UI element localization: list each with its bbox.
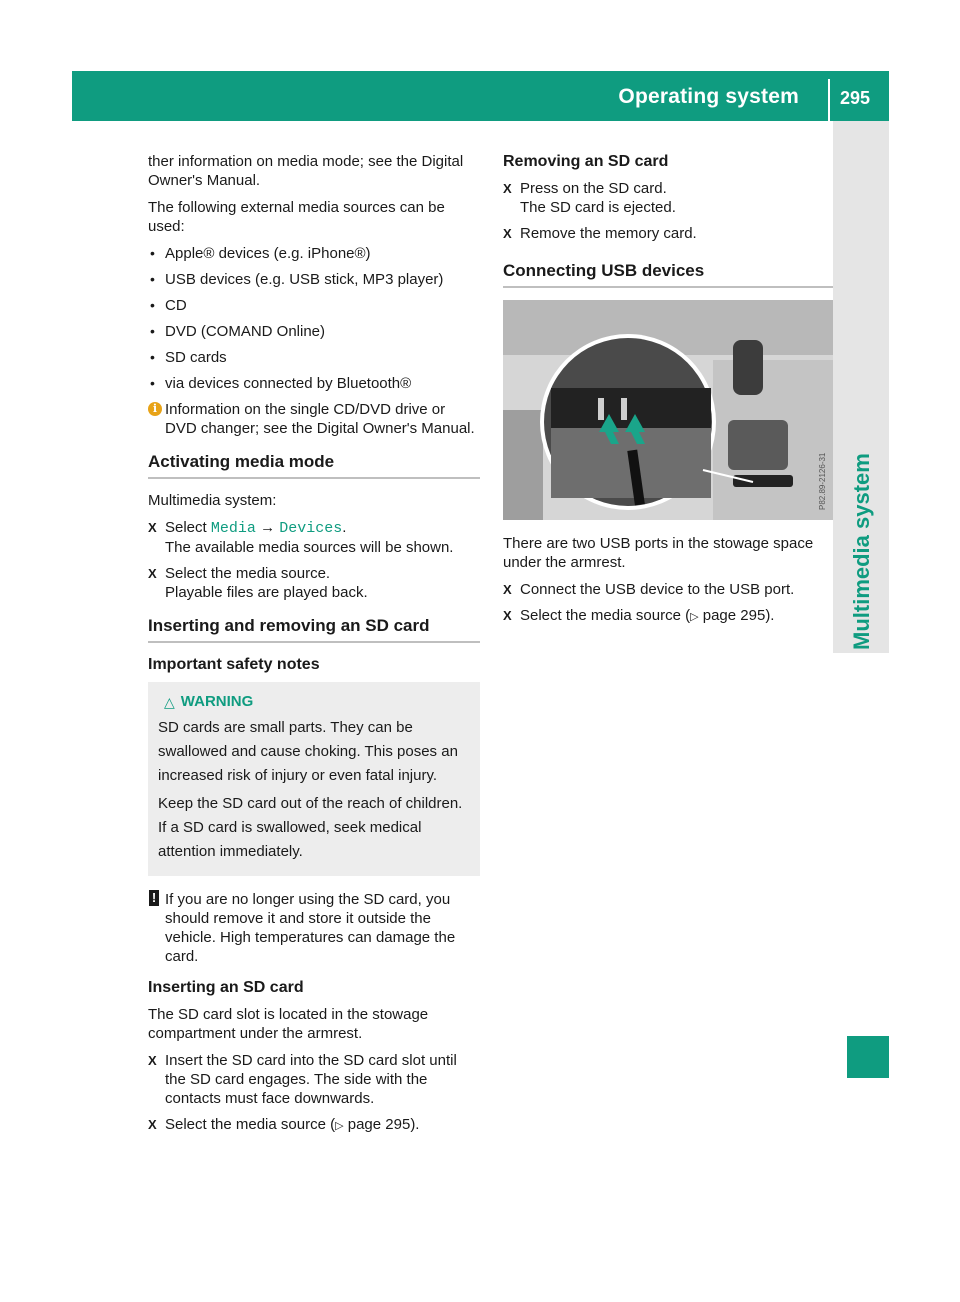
exclamation-icon: ! bbox=[149, 890, 159, 906]
step-connect-usb: X Connect the USB device to the USB port. bbox=[503, 580, 833, 599]
usb-text: There are two USB ports in the stowage space under the armrest. bbox=[503, 535, 814, 571]
step-text: Select the media source ( bbox=[165, 1116, 336, 1133]
header-separator bbox=[828, 79, 830, 121]
menu-media: Media bbox=[210, 520, 256, 537]
heading-activating-media-mode: Activating media mode bbox=[148, 452, 480, 479]
intro-text: ther information on media mode; see the Digital Owner's Manual. bbox=[148, 153, 464, 189]
source-item: • Apple® devices (e.g. iPhone®) bbox=[148, 244, 480, 263]
side-tab-label: Multimedia system bbox=[849, 453, 874, 650]
heading-inserting-sd: Inserting an SD card bbox=[148, 979, 304, 996]
caution-text: If you are no longer using the SD card, you should remove it and store it outside the vehicle. High temperatures can damage the card. bbox=[165, 891, 456, 965]
header-title: Operating system bbox=[618, 85, 799, 108]
step-result: The SD card is ejected. bbox=[520, 199, 676, 216]
heading-inserting-removing-sd: Inserting and removing an SD card bbox=[148, 616, 480, 643]
ref-close: ). bbox=[410, 1116, 420, 1133]
page-ref-link[interactable]: page 295 bbox=[702, 607, 766, 624]
warning-title: WARNING bbox=[180, 693, 254, 710]
page-number: 295 bbox=[840, 88, 871, 108]
warning-text: Keep the SD card out of the reach of children. If a SD card is swallowed, seek medical attention immediately. bbox=[158, 795, 463, 860]
source-item: • CD bbox=[148, 296, 480, 315]
page-ref-arrow-icon: ▷ bbox=[690, 611, 699, 623]
menu-devices: Devices bbox=[279, 520, 343, 537]
step-remove-card: X Remove the memory card. bbox=[503, 224, 833, 243]
step-press-card bbox=[503, 179, 833, 217]
step-select-source bbox=[148, 1115, 480, 1136]
info-note bbox=[148, 400, 480, 438]
multimedia-label: Multimedia system: bbox=[148, 492, 277, 509]
heading-connecting-usb: Connecting USB devices bbox=[503, 261, 833, 288]
inserting-text: The SD card slot is located in the stowage compartment under the armrest. bbox=[148, 1006, 429, 1042]
ref-close: ). bbox=[765, 607, 775, 624]
step-insert-card: X Insert the SD card into the SD card slot until the SD card engages. The side with the contacts must face downwards. bbox=[148, 1051, 480, 1108]
warning-header bbox=[158, 690, 470, 714]
page-ref-link[interactable]: page 295 bbox=[347, 1116, 411, 1133]
left-column bbox=[148, 152, 480, 1143]
source-item: • via devices connected by Bluetooth® bbox=[148, 374, 480, 393]
step-select-media-source bbox=[148, 564, 480, 602]
right-column bbox=[503, 152, 833, 634]
warning-box bbox=[148, 682, 480, 876]
source-item: • DVD (COMAND Online) bbox=[148, 322, 480, 341]
step-prefix: Select bbox=[165, 519, 207, 536]
usb-ports-photo bbox=[503, 300, 833, 520]
heading-safety-notes: Important safety notes bbox=[148, 656, 320, 673]
caution-note bbox=[148, 890, 480, 966]
warning-triangle-icon: △ bbox=[164, 694, 175, 710]
heading-removing-sd: Removing an SD card bbox=[503, 153, 669, 170]
page-header bbox=[72, 71, 889, 121]
arrow-icon: → bbox=[260, 519, 276, 536]
step-result: Playable files are played back. bbox=[165, 584, 368, 601]
info-text: Information on the single CD/DVD drive or DVD changer; see the Digital Owner's Manual. bbox=[165, 401, 475, 437]
step-select-source bbox=[503, 606, 833, 627]
step-text: Select the media source. bbox=[165, 565, 331, 582]
source-item: • USB devices (e.g. USB stick, MP3 player) bbox=[148, 270, 480, 289]
warning-text: SD cards are small parts. They can be swallowed and cause choking. This poses an increased risk of injury or even fatal injury. bbox=[158, 719, 458, 784]
step-result: The available media sources will be shown. bbox=[165, 539, 454, 556]
source-item: • SD cards bbox=[148, 348, 480, 367]
sources-intro: The following external media sources can be used: bbox=[148, 199, 445, 235]
photo-code: P82.89-2126-31 bbox=[818, 452, 827, 510]
info-icon: i bbox=[148, 402, 162, 416]
step-select-media-devices: X Select Media → Devices. The available media sources will be shown. bbox=[148, 518, 480, 557]
side-tab-marker bbox=[847, 1036, 889, 1078]
step-text: Select the media source ( bbox=[520, 607, 691, 624]
step-text: Press on the SD card. bbox=[520, 180, 667, 197]
page-ref-arrow-icon: ▷ bbox=[335, 1120, 344, 1132]
